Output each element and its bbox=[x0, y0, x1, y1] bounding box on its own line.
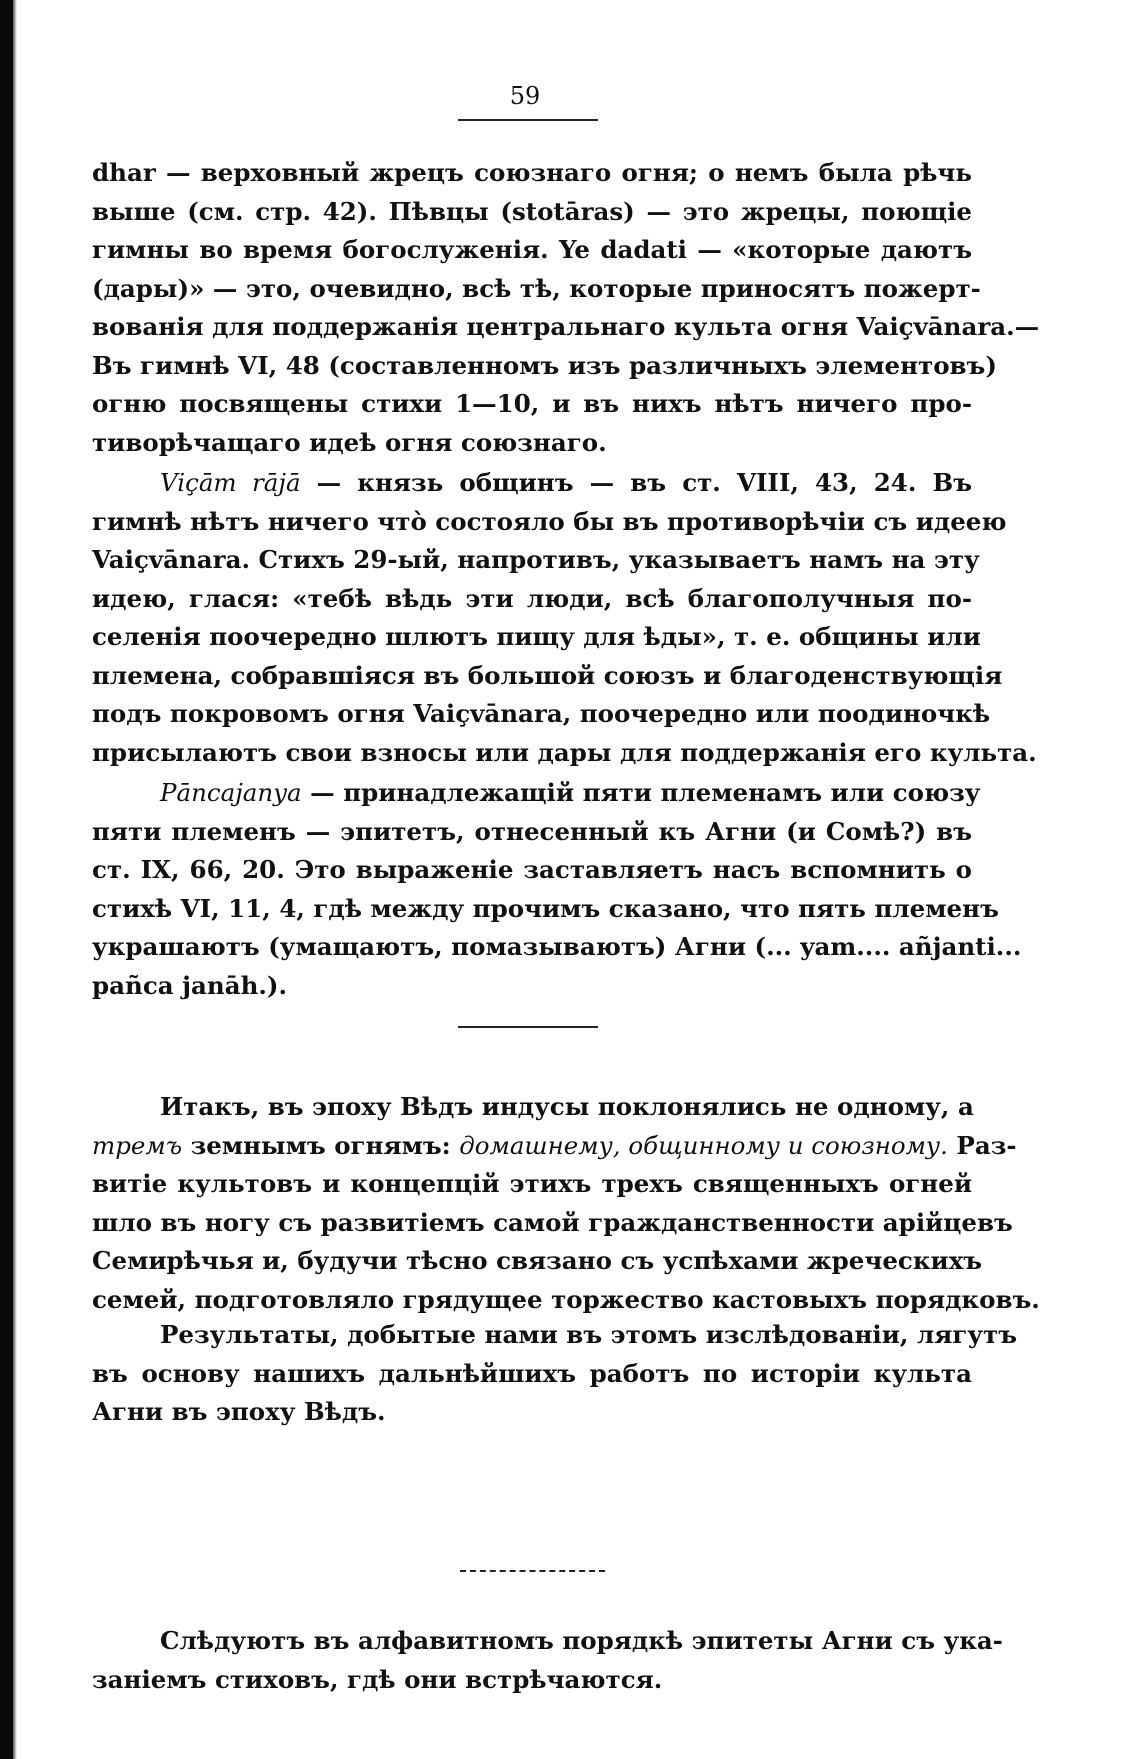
section-rule-dashed bbox=[460, 1570, 605, 1572]
text-line: гимнѣ нѣтъ ничего что̀ состояло бы въ противорѣчіи съ идеею bbox=[92, 506, 1007, 536]
text-line: Vaiçvānara. Стихъ 29-ый, напротивъ, указываетъ намъ на эту bbox=[92, 545, 980, 574]
header-rule bbox=[458, 119, 598, 121]
paragraph-epithets-intro bbox=[92, 1622, 1003, 1699]
text-line: огню посвящены стихи 1—10, и въ нихъ нѣтъ ничего про- bbox=[92, 389, 972, 418]
text-line: въ основу нашихъ дальнѣйшихъ работъ по исторіи культа bbox=[92, 1358, 972, 1388]
text-line: присылаютъ свои взносы или дары для поддержанія его культа. bbox=[92, 737, 1037, 767]
text-fragment: земнымъ огнямъ: bbox=[182, 1130, 460, 1160]
text-line: шло въ ногу съ развитіемъ самой гражданственности арійцевъ bbox=[92, 1207, 1013, 1237]
text-line: племена, собравшіяся въ большой союзъ и благоденствующія bbox=[92, 660, 1003, 690]
text-line: селенія поочередно шлютъ пищу для ѣды», т. е. общины или bbox=[92, 622, 981, 651]
text-fragment: — принадлежащій пяти племенамъ или союзу bbox=[301, 778, 981, 807]
text-line: тиворѣчащаго идеѣ огня союзнаго. bbox=[92, 427, 607, 457]
text-line: гимны во время богослуженія. Ye dadati — «которые даютъ bbox=[92, 235, 972, 264]
paragraph-results bbox=[92, 1316, 1018, 1432]
text-line: стихѣ VI, 11, 4, гдѣ между прочимъ сказано, что пять племенъ bbox=[92, 893, 999, 923]
text-line: Результаты, добытые нами въ этомъ изслѣдованіи, лягутъ bbox=[160, 1320, 1018, 1349]
text-line: pañca janāh.). bbox=[92, 970, 288, 1000]
book-spine-shadow bbox=[0, 0, 13, 1759]
emphasis-italic: тремъ bbox=[92, 1130, 183, 1160]
paragraph-vicam-raja bbox=[92, 464, 1037, 772]
text-line bbox=[92, 774, 981, 813]
paragraph-pancajanya bbox=[92, 774, 1022, 1005]
text-line: (дары)» — это, очевидно, всѣ тѣ, которые приносятъ пожерт- bbox=[92, 273, 981, 303]
text-line: семей, подготовляло грядущее торжество кастовыхъ порядковъ. bbox=[92, 1284, 1040, 1314]
text-line: пяти племенъ — эпитетъ, отнесенный къ Агни (и Сомѣ?) въ bbox=[92, 816, 972, 846]
text-line: подъ покровомъ огня Vaiçvānara, поочередно или поодиночкѣ bbox=[92, 699, 991, 728]
text-line: Слѣдуютъ въ алфавитномъ порядкѣ эпитеты Агни съ ука- bbox=[160, 1626, 1003, 1655]
text-line: выше (см. стр. 42). Пѣвцы (stotāras) — это жрецы, поющіе bbox=[92, 196, 972, 226]
text-line: витіе культовъ и концепцій этихъ трехъ священныхъ огней bbox=[92, 1169, 972, 1198]
text-line: dhar — верховный жрецъ союзнаго огня; о немъ была рѣчь bbox=[92, 158, 972, 187]
text-line: ст. IX, 66, 20. Это выраженіе заставляетъ насъ вспомнить о bbox=[92, 855, 972, 884]
text-line: украшаютъ (умащаютъ, помазываютъ) Агни (... yam.... añjanti... bbox=[92, 932, 1022, 961]
text-line: вованія для поддержанія центральнаго культа огня Vaiçvānara.— bbox=[92, 312, 1040, 341]
paragraph-conclusion bbox=[92, 1088, 1040, 1319]
text-line: идею, глася: «тебѣ вѣдь эти люди, всѣ благополучныя по- bbox=[92, 583, 972, 613]
text-line bbox=[92, 464, 972, 503]
section-rule bbox=[458, 1026, 598, 1028]
text-fragment: Раз- bbox=[947, 1130, 1017, 1160]
text-line: Итакъ, въ эпоху Вѣдъ индусы поклонялись не одному, а bbox=[160, 1092, 974, 1121]
text-line: Семирѣчья и, будучи тѣсно связано съ успѣхами жреческихъ bbox=[92, 1246, 983, 1275]
page-number: 59 bbox=[509, 82, 541, 110]
text-line bbox=[92, 1127, 1017, 1166]
paragraph-dhar bbox=[92, 154, 1040, 462]
text-line: Въ гимнѣ VI, 48 (составленномъ изъ различныхъ элементовъ) bbox=[92, 350, 997, 380]
text-line: Агни въ эпоху Вѣдъ. bbox=[92, 1397, 386, 1426]
emphasis-italic: домашнему, общинному и союзному. bbox=[459, 1130, 948, 1160]
book-spine-edge bbox=[13, 0, 17, 1759]
term-italic: Pāncajanya bbox=[160, 778, 302, 807]
text-line: заніемъ стиховъ, гдѣ они встрѣчаются. bbox=[92, 1664, 663, 1694]
text-fragment: — князь общинъ — въ ст. VIII, 43, 24. Въ bbox=[300, 468, 972, 497]
term-italic: Viçām rājā bbox=[160, 468, 301, 497]
